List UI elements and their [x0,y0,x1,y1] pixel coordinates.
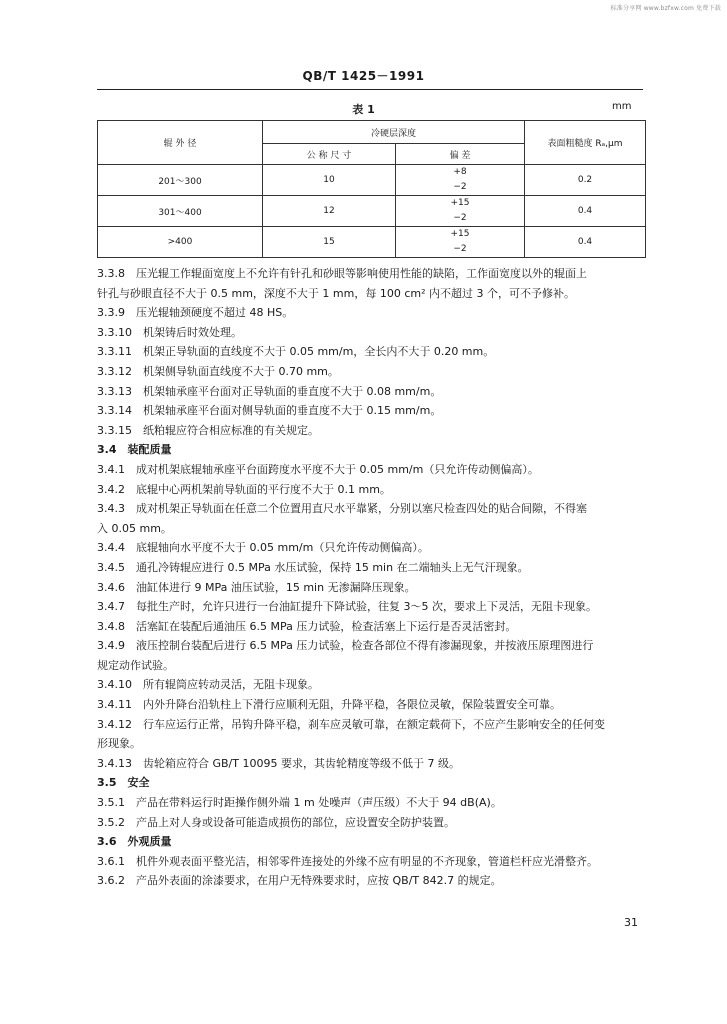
text-line: 3.4.3 成对机架正导轨面在任意二个位置用直尺水平靠紧，分别以塞尺检查四处的贴合间隙，不得塞 [97,502,587,516]
table-caption: 表 1 [352,103,375,116]
watermark-text: 标准分享网 www.bzfxw.com 免费下载 [610,5,721,12]
text-line: 3.4.7 每批生产时，允许只进行一台油缸提升下降试验，往复 3～5 次，要求上下灵活，无阻卡现象。 [97,600,597,614]
text-line: 3.3.15 纸粕辊应符合相应标准的有关规定。 [97,423,319,437]
cell-deviation [396,165,525,196]
cell-nominal: 12 [263,196,396,227]
cell-roughness: 0.4 [525,196,646,227]
header-deviation: 偏 差 [396,144,525,165]
section-heading: 3.5 安全 [97,776,150,790]
section-heading: 3.4 装配质量 [97,443,172,457]
header-roll-diameter: 辊 外 径 [98,121,263,165]
deviation-plus: +15 [450,198,470,208]
text-line: 针孔与砂眼直径不大于 0.5 mm，深度不大于 1 mm，每 100 cm² 内不超过 3 个，可不予修补。 [97,286,575,300]
standard-code-header: QB/T 1425－1991 [302,69,425,83]
text-line: 3.4.11 内外升降台沿轨柱上下滑行应顺利无阻，升降平稳，各限位灵敏，保险装置安全可靠。 [97,698,561,712]
text-line: 3.4.8 活塞缸在装配后通油压 6.5 MPa 压力试验，检查活塞上下运行是否灵活密封。 [97,619,517,633]
cell-roughness: 0.2 [525,165,646,196]
header-roughness: 表面粗糙度 Rₐ,μm [525,121,646,165]
text-line: 3.5.1 产品在带料运行时距操作侧外端 1 m 处噪声（声压级）不大于 94 dB(A)。 [97,796,502,810]
text-line: 3.4.6 油缸体进行 9 MPa 油压试验，15 min 无渗漏降压现象。 [97,580,416,594]
text-line: 3.3.10 机架铸后时效处理。 [97,325,242,339]
cell-nominal: 10 [263,165,396,196]
header-rule [97,89,643,90]
cell-nominal: 15 [263,227,396,258]
deviation-plus: +15 [450,229,470,239]
text-line: 3.4.12 行车应运行正常，吊钩升降平稳，刹车应灵敏可靠，在额定载荷下，不应产生影响安全的任何变 [97,717,605,731]
cell-deviation [396,196,525,227]
text-line: 3.3.9 压光辊轴颈硬度不超过 48 HS。 [97,306,294,320]
text-line: 3.4.5 通孔冷铸辊应进行 0.5 MPa 水压试验，保持 15 min 在二端轴头上无气汗现象。 [97,560,529,574]
deviation-minus: −2 [453,182,467,192]
text-line: 3.4.10 所有辊筒应转动灵活，无阻卡现象。 [97,678,319,692]
text-line: 3.3.11 机架正导轨面的直线度不大于 0.05 mm/m，全长内不大于 0.20 mm。 [97,345,495,359]
cell-diameter: >400 [98,227,263,258]
table-row [98,196,646,227]
text-line: 3.5.2 产品上对人身或设备可能造成损伤的部位，应设置安全防护装置。 [97,815,455,829]
table-row [98,165,646,196]
text-line: 3.4.13 齿轮箱应符合 GB/T 10095 要求，其齿轮精度等级不低于 7 级。 [97,756,460,770]
deviation-minus: −2 [453,213,467,223]
roll-spec-table [97,120,646,258]
header-nominal: 公 称 尺 寸 [263,144,396,165]
text-line: 3.3.13 机架轴承座平台面对正导轨面的垂直度不大于 0.08 mm/m。 [97,384,442,398]
clause-text [97,264,657,891]
cell-roughness: 0.4 [525,227,646,258]
table-row [98,227,646,258]
section-heading: 3.6 外观质量 [97,835,172,849]
table-unit: mm [612,101,632,112]
cell-diameter: 201～300 [98,165,263,196]
text-line: 形现象。 [97,737,141,751]
text-line: 3.4.1 成对机架底辊轴承座平台面跨度水平度不大于 0.05 mm/m（只允许传动侧偏高）。 [97,462,539,476]
text-line: 3.3.8 压光辊工作辊面宽度上不允许有针孔和砂眼等影响使用性能的缺陷，工作面宽度以外的辊面上 [97,267,587,280]
text-line: 3.6.1 机件外观表面平整光洁，相邻零件连接处的外缘不应有明显的不齐现象，管道栏杆应光滑整齐。 [97,854,598,868]
deviation-plus: +8 [453,167,467,177]
text-line: 入 0.05 mm。 [97,521,172,535]
text-line: 3.4.9 液压控制台装配后进行 6.5 MPa 压力试验，检查各部位不得有渗漏现象，并按液压原理图进行 [97,639,594,653]
deviation-minus: −2 [453,244,467,254]
cell-diameter: 301～400 [98,196,263,227]
header-chill-depth: 冷硬层深度 [263,121,525,144]
text-line: 3.6.2 产品外表面的涂漆要求，在用户无特殊要求时，应按 QB/T 842.7 的规定。 [97,874,502,888]
text-line: 3.4.2 底辊中心两机架前导轨面的平行度不大于 0.1 mm。 [97,482,391,496]
cell-deviation [396,227,525,258]
text-line: 3.3.14 机架轴承座平台面对侧导轨面的垂直度不大于 0.15 mm/m。 [97,404,442,418]
text-line: 3.4.4 底辊轴向水平度不大于 0.05 mm/m（只允许传动侧偏高）。 [97,541,429,555]
text-line: 规定动作试验。 [97,658,174,672]
text-line: 3.3.12 机架侧导轨面直线度不大于 0.70 mm。 [97,364,339,378]
page-number: 31 [624,916,638,929]
